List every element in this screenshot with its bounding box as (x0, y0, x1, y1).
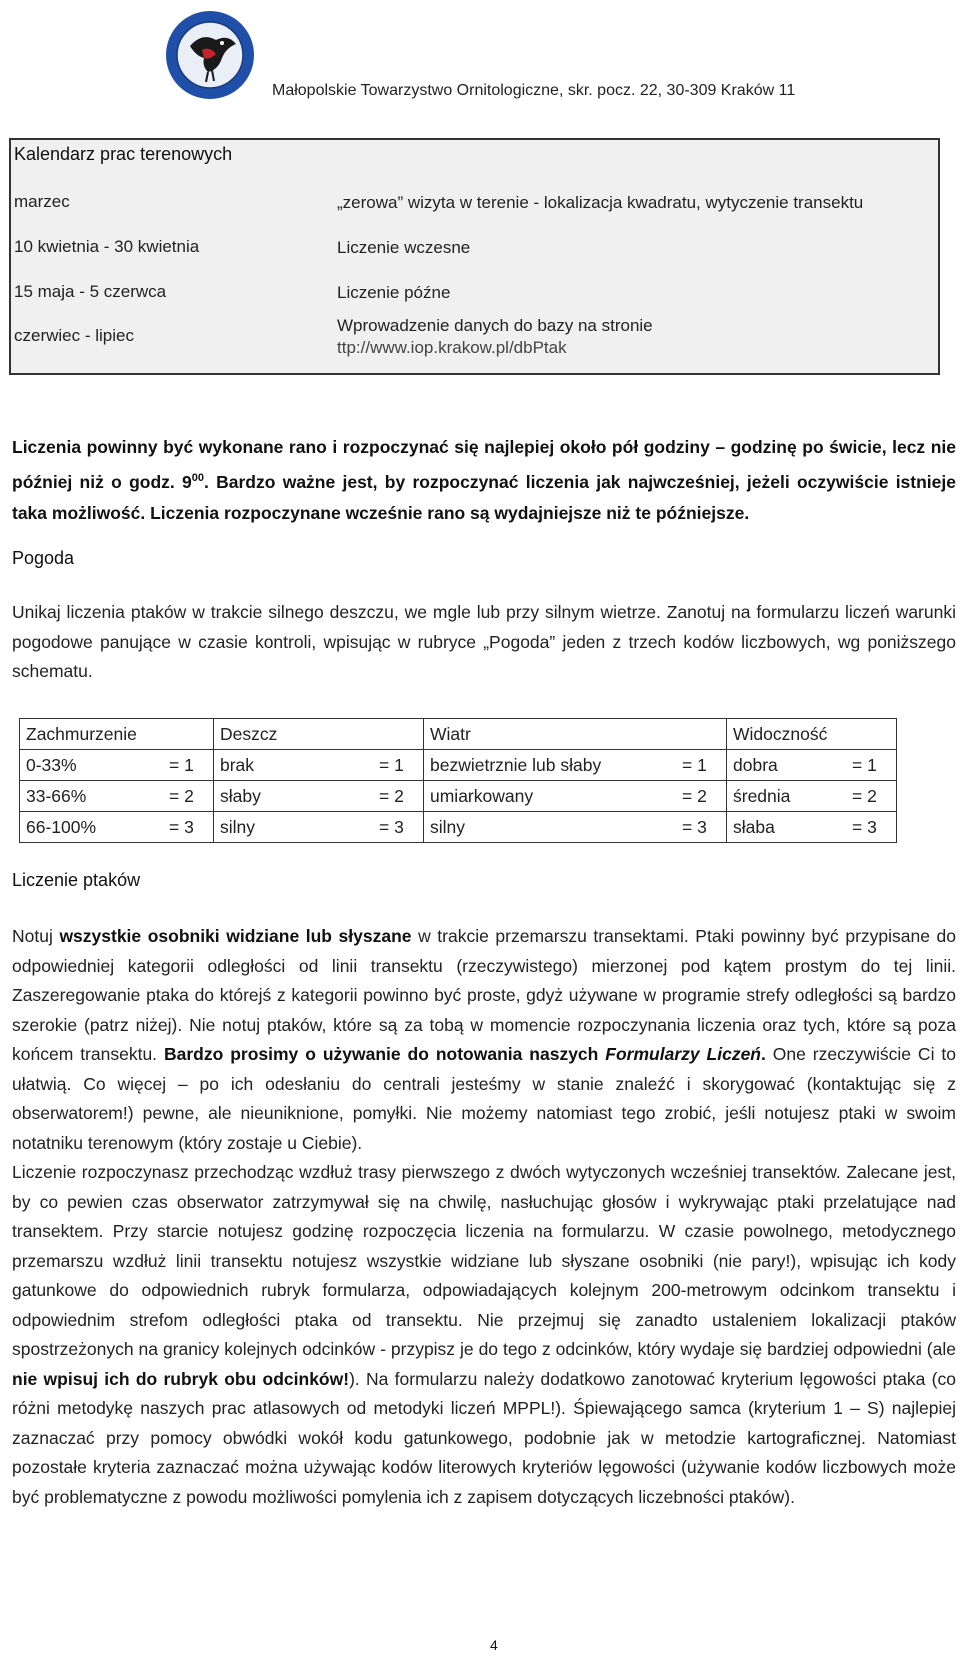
calendar-when: 10 kwietnia - 30 kwietnia (14, 237, 200, 256)
code-value: = 2 (682, 785, 707, 806)
code-value: = 3 (379, 816, 404, 837)
page-number: 4 (490, 1637, 498, 1653)
table-cell (727, 750, 897, 781)
code-label: brak (220, 754, 255, 775)
emphasis-text: . (761, 1044, 766, 1064)
weather-codes-table (19, 718, 897, 843)
code-value: = 2 (169, 785, 194, 806)
body-text: Liczenie rozpoczynasz przechodząc wzdłuż trasy pierwszego z dwóch wytyczonych wcześniej transektów. Zalecane jest, by co pewien czas obserwator zatrzymywał się na chwilę, nasłuchując głosów i wykrywając ptaki przelatujące nad transektem. Przy starcie notujesz godzinę rozpoczęcia liczenia na formularzu. W czasie powolnego, metodycznego przemarszu wzdłuż linii transektu notujesz wszystkie widziane lub słyszane osobniki (nie pary!), wpisując ich kody gatunkowe do odpowiednich rubryk formularza, odpowiadających kolejnym 200-metrowym odcinkom transektu i odpowiednim strefom odległości ptaka od transektu. Nie przejmuj się zanadto ustaleniem lokalizacji ptaków spostrzeżonych na granicy kolejnych odcinków - przypisz je do tego z odcinków, który wydaje się bardziej odpowiedni (ale (12, 1162, 956, 1359)
calendar-what-text: Wprowadzenie danych do bazy na stronie (337, 316, 653, 335)
code-value: = 2 (852, 785, 877, 806)
calendar-when: marzec (14, 192, 70, 211)
code-value: = 3 (682, 816, 707, 837)
body-text: ). Na formularzu należy dodatkowo zanotować kryterium lęgowości ptaka (co różni metodykę naszych prac atlasowych od metodyki liczeń MPPL!). Śpiewającego samca (kryterium 1 – S) najlepiej zaznaczać przy pomocy obwódki wokół kodu gatunkowego, podobnie jak w metodzie kartograficznej. Natomiast pozostałe kryteria zaznaczać można używając kodów literowych kryteriów lęgowości (używanie kodów liczbowych może być problematyczne z powodu możliwości pomylenia ich z zapisem dotyczących liczebności ptaków). (12, 1368, 956, 1507)
intro-text: . Bardzo ważne jest, by rozpoczynać liczenia jak najwcześniej, jeżeli oczywiście istnieje taka możliwość. Liczenia rozpoczynane wcześnie rano są wydajniejsze niż te późniejsze. (12, 471, 956, 523)
table-cell (214, 781, 424, 812)
header-address: Małopolskie Towarzystwo Ornitologiczne, skr. pocz. 22, 30-309 Kraków 11 (272, 82, 796, 99)
code-label: słaby (220, 785, 261, 806)
body-text: One rzeczywiście Ci to ułatwią. Co więcej – po ich odesłaniu do centrali jesteśmy w stanie znaleźć i skorygować (kontaktując się z obserwatorem!) pewne, ale nieuniknione, pomyłki. Nie możemy natomiast tego zrobić, jeśli notujesz ptaki w swoim notatniku terenowym (który zostaje u Ciebie). (12, 1044, 956, 1153)
code-label: bezwietrznie lub słaby (430, 754, 602, 775)
code-value: = 3 (852, 816, 877, 837)
table-row (20, 812, 897, 843)
calendar-what: Liczenie wczesne (337, 238, 471, 257)
table-cell (727, 812, 897, 843)
table-cell (424, 750, 727, 781)
code-label: 66-100% (26, 816, 97, 837)
code-label: dobra (733, 754, 778, 775)
table-cell (214, 750, 424, 781)
weather-heading: Pogoda (12, 548, 75, 568)
emphasis-text: wszystkie osobniki widziane lub słyszane (59, 926, 412, 946)
table-header-cell: Zachmurzenie (20, 719, 214, 750)
calendar-what (337, 315, 653, 359)
code-value: = 2 (379, 785, 404, 806)
code-value: = 1 (379, 754, 404, 775)
code-label: słaba (733, 816, 775, 837)
calendar-what: „zerowa” wizyta w terenie - lokalizacja kwadratu, wytyczenie transektu (337, 193, 864, 212)
emphasis-text: nie wpisuj ich do rubryk obu odcinków! (12, 1368, 350, 1389)
table-cell (20, 750, 214, 781)
emphasis-italic-text: Formularzy Liczeń (605, 1044, 761, 1064)
code-label: umiarkowany (430, 785, 534, 806)
calendar-when: 15 maja - 5 czerwca (14, 282, 167, 301)
code-value: = 1 (852, 754, 877, 775)
code-label: 33-66% (26, 785, 87, 806)
society-logo (162, 10, 266, 100)
intro-text: Liczenia powinny być wykonane rano i rozpoczynać się najlepiej około pół godziny – godzinę po świcie, lecz nie później niż o godz. 9 (12, 437, 956, 492)
table-cell (424, 812, 727, 843)
calendar-what: Liczenie późne (337, 283, 451, 302)
table-cell (20, 812, 214, 843)
table-cell (214, 812, 424, 843)
code-value: = 1 (169, 754, 194, 775)
code-label: silny (430, 816, 466, 837)
table-header-row (20, 719, 897, 750)
table-header-cell: Deszcz (214, 719, 424, 750)
code-label: silny (220, 816, 256, 837)
table-header-cell: Wiatr (424, 719, 727, 750)
intro-superscript: 00 (191, 472, 204, 484)
counting-paragraph-1 (12, 922, 956, 1158)
table-cell (424, 781, 727, 812)
counting-paragraph-2 (12, 1158, 956, 1512)
field-calendar-box (9, 138, 940, 375)
code-value: = 3 (169, 816, 194, 837)
code-label: 0-33% (26, 754, 77, 775)
emphasis-text: Bardzo prosimy o używanie do notowania naszych (163, 1044, 606, 1064)
intro-paragraph (12, 432, 956, 529)
body-text: w trakcie przemarszu transektami. Ptaki powinny być przypisane do odpowiedniej kategorii odległości od linii transektu (rzeczywistego) mierzonej pod kątem prostym do tej linii. Zaszeregowanie ptaka do którejś z kategorii powinno być proste, gdyż używane w programie strefy odległości są bardzo szerokie (patrz niżej). Nie notuj ptaków, które są za tobą w momencie rozpoczynania liczenia oraz tych, które są poza końcem transektu. (12, 926, 957, 1064)
table-header-cell: Widoczność (727, 719, 897, 750)
calendar-when: czerwiec - lipiec (14, 326, 134, 345)
code-label: średnia (733, 785, 791, 806)
body-text: Notuj (12, 926, 60, 946)
code-value: = 1 (682, 754, 707, 775)
counting-heading: Liczenie ptaków (12, 870, 141, 890)
table-row (20, 750, 897, 781)
calendar-title: Kalendarz prac terenowych (14, 144, 233, 164)
table-cell (727, 781, 897, 812)
weather-paragraph: Unikaj liczenia ptaków w trakcie silnego deszczu, we mgle lub przy silnym wietrze. Zanotuj na formularzu liczeń warunki pogodowe panujące w czasie kontroli, wpisując w rubryce „Pogoda” jeden z trzech kodów liczbowych, wg poniższego schematu. (12, 602, 956, 681)
table-row (20, 781, 897, 812)
database-url[interactable]: ttp://www.iop.krakow.pl/dbPtak (337, 338, 567, 357)
table-cell (20, 781, 214, 812)
